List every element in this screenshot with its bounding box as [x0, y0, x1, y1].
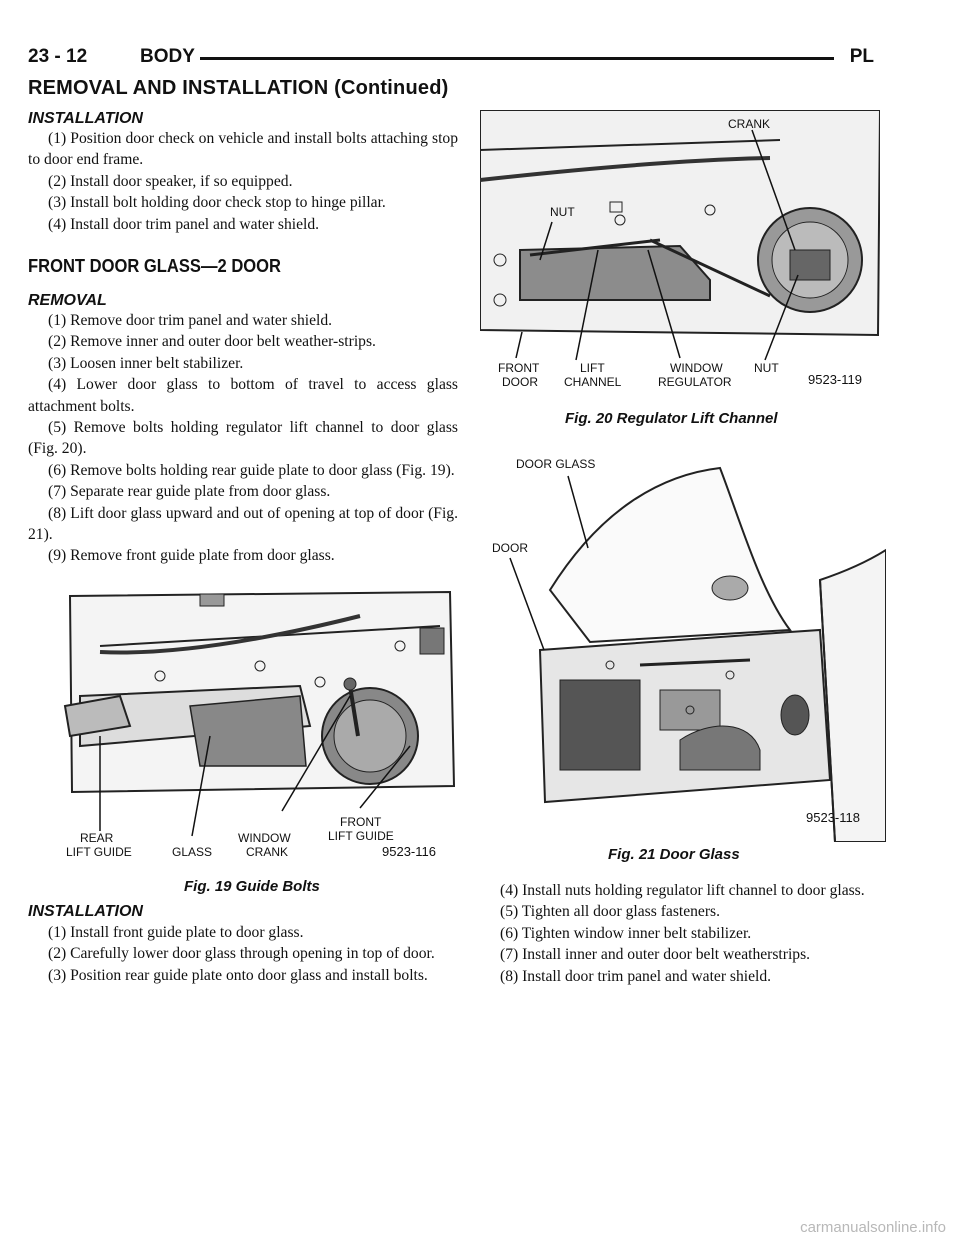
section-name: BODY — [140, 46, 195, 67]
installation-steps-2 — [28, 922, 458, 986]
step: (1) Install front guide plate to door glass. — [48, 924, 304, 941]
fig20-caption: Fig. 20 Regulator Lift Channel — [565, 410, 778, 427]
step: (3) Loosen inner belt stabilizer. — [48, 354, 244, 372]
step: (3) Position rear guide plate onto door glass and install bolts. — [48, 966, 428, 984]
step: (3) Install bolt holding door check stop to hinge pillar. — [48, 194, 386, 212]
installation-heading-2: INSTALLATION — [28, 903, 143, 920]
removal-steps — [28, 310, 458, 567]
label-door-glass: DOOR GLASS — [516, 457, 596, 471]
label-crank: CRANK — [728, 117, 771, 131]
installation-heading-1: INSTALLATION — [28, 110, 143, 127]
figure-number: 9523-116 — [382, 844, 436, 859]
label-window-crank: WINDOW — [238, 831, 291, 845]
step: (2) Carefully lower door glass through opening in top of door. — [48, 945, 435, 963]
step: (1) Position door check on vehicle and install bolts attaching stop to door end frame. — [28, 130, 458, 169]
fig19-caption: Fig. 19 Guide Bolts — [184, 878, 320, 895]
label-lift-channel-2: CHANNEL — [564, 375, 622, 389]
model-code: PL — [849, 46, 874, 67]
label-lift-channel: LIFT — [580, 361, 605, 375]
section-title: FRONT DOOR GLASS—2 DOOR — [28, 256, 282, 276]
step: (2) Remove inner and outer door belt weather-strips. — [48, 333, 376, 351]
step: (6) Remove bolts holding rear guide plate to door glass (Fig. 19). — [48, 461, 455, 479]
label-window-regulator: WINDOW — [670, 361, 723, 375]
step: (9) Remove front guide plate from door glass. — [48, 547, 335, 565]
step: (5) Remove bolts holding regulator lift channel to door glass (Fig. 20). — [28, 419, 458, 458]
label-glass: GLASS — [172, 845, 213, 859]
label-rear-lift-guide: REAR — [80, 831, 114, 845]
installation-steps-2-cont — [480, 880, 914, 987]
step: (4) Install door trim panel and water shield. — [48, 215, 320, 233]
watermark: carmanualsonline.info — [800, 1219, 946, 1236]
step: (8) Lift door glass upward and out of opening at top of door (Fig. 21). — [28, 504, 458, 544]
figure-number: 9523-119 — [808, 372, 862, 387]
figure-19-guide-bolts — [60, 586, 458, 864]
step: (7) Install inner and outer door belt weatherstrips. — [500, 946, 811, 964]
step: (1) Remove door trim panel and water shield. — [48, 312, 333, 329]
step: (8) Install door trim panel and water shield. — [500, 967, 772, 985]
figure-20-regulator-lift-channel — [480, 110, 880, 390]
label-door: DOOR — [492, 541, 528, 555]
label-window-regulator-2: REGULATOR — [658, 375, 732, 389]
label-front-lift-guide: FRONT — [340, 815, 382, 829]
figure-number: 9523-118 — [806, 810, 860, 825]
step: (2) Install door speaker, if so equipped. — [48, 172, 293, 190]
label-front-door: FRONT — [498, 361, 540, 375]
continued-title: REMOVAL AND INSTALLATION (Continued) — [28, 77, 449, 99]
label-window-crank-2: CRANK — [246, 845, 289, 859]
step: (4) Install nuts holding regulator lift channel to door glass. — [500, 882, 865, 899]
label-nut-bottom: NUT — [754, 361, 779, 375]
step: (7) Separate rear guide plate from door glass. — [48, 483, 331, 501]
figure-21-door-glass — [490, 450, 886, 842]
fig21-caption: Fig. 21 Door Glass — [608, 846, 740, 863]
label-front-lift-guide-2: LIFT GUIDE — [328, 829, 394, 843]
header-rule — [200, 57, 834, 60]
removal-heading: REMOVAL — [28, 292, 107, 309]
step: (4) Lower door glass to bottom of travel to access glass attachment bolts. — [28, 376, 458, 415]
label-nut: NUT — [550, 205, 575, 219]
label-rear-lift-guide-2: LIFT GUIDE — [66, 845, 132, 859]
page-number: 23 - 12 — [28, 46, 88, 67]
installation-steps-1 — [28, 128, 458, 235]
label-front-door-2: DOOR — [502, 375, 538, 389]
step: (6) Tighten window inner belt stabilizer. — [500, 924, 752, 942]
step: (5) Tighten all door glass fasteners. — [500, 903, 721, 921]
